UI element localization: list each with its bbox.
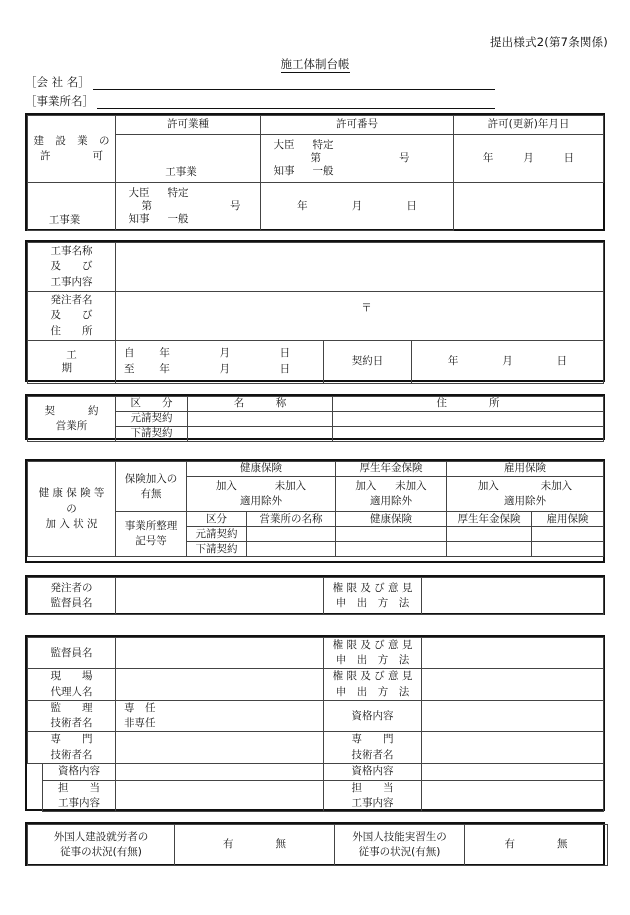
office-col-name: 名 称 [188,397,333,412]
license-kogyo-label-1: 工事業 [165,165,197,178]
table-row [28,825,608,866]
office-row-sub-label: 下請契約 [116,427,188,442]
specialist-label-left-line2: 技術者名 [50,748,93,761]
project-name-input[interactable] [116,243,604,292]
orderer-supervisor-label [28,578,116,615]
foreign-worker-grid [27,824,608,866]
project-name-label [28,243,116,292]
form-code: 提出様式2(第7条関係) [489,35,608,49]
period-to-date[interactable] [135,362,324,378]
site-agent-authority-input[interactable] [422,669,604,700]
project-name-label-line1: 工事名称 [50,245,93,258]
table-row [28,638,604,669]
contract-office-label-line2: 営業所 [55,420,88,432]
specialist-qualification-input-right[interactable] [422,763,604,780]
orderer-label-line3: 住 所 [50,324,93,337]
orderer-label [28,292,116,341]
insurance-row-sub-label: 下請契約 [187,542,247,557]
insurance-health-header: 健康保険 [187,462,336,477]
contract-office-table [25,394,605,440]
license-col-number: 許可番号 [261,116,454,135]
period-label-text: 工 期 [61,348,127,374]
foreign-worker-yes-option[interactable]: 有 [223,838,234,851]
site-agent-label-line1: 現 場 [50,670,93,683]
insurance-col-pension: 厚生年金保険 [447,512,532,527]
company-name-label: ［会 社 名］ [25,75,90,89]
table-row [28,732,604,763]
license-day-label-1: 日 [563,151,575,164]
page-title-text: 施工体制台帳 [280,57,350,71]
contract-day-label: 日 [556,355,568,368]
kanri-engineer-name-input[interactable] [116,700,324,731]
specialist-charge-input-right[interactable] [422,780,604,811]
license-grid [27,115,604,231]
orderer-supervisor-authority-label [324,578,422,615]
license-type-input-2[interactable] [28,183,116,231]
specialist-label-right-line1: 専 門 [351,733,394,746]
kanri-hisenin-option[interactable]: 非専任 [124,717,156,730]
postal-mark-icon: 〒 [361,302,372,314]
supervisor-authority-label-line2: 申 出 方 法 [335,654,410,667]
contract-office-label-line1: 契 約 [44,404,103,417]
license-year-label-1: 年 [482,151,494,164]
office-prime-address-input[interactable] [333,412,604,427]
table-row [28,578,604,615]
license-minister-row-2[interactable] [122,187,260,200]
orderer-supervisor-name-input[interactable] [116,578,324,615]
insurance-label [28,462,116,557]
foreign-trainee-label-line1: 外国人技能実習生の [352,830,447,843]
table-row [28,700,604,731]
specialist-charge-label-left-line1: 担 当 [58,781,100,794]
site-agent-name-input[interactable] [116,669,324,700]
license-minister-label-1: 大臣 [273,138,295,151]
license-governor-row-1[interactable] [267,165,453,178]
foreign-trainee-label-line2: 従事の状況(有無) [358,846,441,858]
project-grid [27,242,604,384]
insurance-code-label-line2: 記号等 [135,535,167,548]
office-prime-name-input[interactable] [188,412,333,427]
license-date-input-1[interactable] [454,135,604,183]
specialist-charge-input-left[interactable] [116,780,324,811]
company-name-rule[interactable] [93,77,495,90]
contract-office-grid [27,396,604,442]
table-row [28,183,604,231]
kanri-engineer-label [28,700,116,731]
license-day-label-2: 日 [406,199,417,212]
insurance-grid [27,461,604,557]
specialist-indent-left [28,763,43,780]
office-sub-address-input[interactable] [333,427,604,442]
insurance-status-label [116,462,187,512]
license-col-type: 許可業種 [116,116,261,135]
period-from-month: 月 [219,347,230,360]
insurance-pension-header: 厚生年金保険 [336,462,447,477]
orderer-authority-label-line1: 権 限 及 び 意 見 [332,581,413,594]
pension-joined-option[interactable]: 加入 [355,480,377,492]
supervisor-label: 監督員名 [28,638,116,669]
employment-not-joined-option[interactable]: 未加入 [540,480,573,492]
table-row [28,397,604,412]
specialist-qualification-label-left: 資格内容 [43,763,116,780]
insurance-prime-employment-input[interactable] [532,527,604,542]
insurance-col-health: 健康保険 [336,512,447,527]
license-month-label-2: 月 [351,199,363,212]
insurance-employment-options[interactable] [447,477,604,512]
period-label [28,341,127,384]
foreign-worker-label-line2: 従事の状況(有無) [60,846,142,858]
insurance-table [25,459,605,563]
period-from-year: 年 [159,347,170,360]
staff-grid [27,637,604,812]
license-month-label-1: 月 [523,151,534,164]
pension-not-joined-option[interactable]: 未加入 [395,480,427,492]
license-kogyo-label-2: 工事業 [48,213,81,226]
insurance-label-line3: 加 入 状 況 [45,517,98,530]
specialist-label-right [324,732,422,763]
foreign-trainee-yes-option[interactable]: 有 [504,838,515,851]
contract-date-label: 契約日 [324,341,412,384]
orderer-authority-label-line2: 申 出 方 法 [335,597,410,609]
insurance-sub-office-input[interactable] [247,542,336,557]
license-governor-label-1: 知事 [273,165,295,178]
insurance-sub-employment-input[interactable] [532,542,604,557]
office-name-label: ［事業所名］ [25,94,94,108]
license-row-label-line2: 許 可 [40,150,103,162]
specialist-label-left-line1: 専 門 [50,733,93,746]
supervisor-authority-label [324,638,422,669]
health-joined-option[interactable]: 加入 [215,480,237,492]
license-governor-label-2: 知事 [128,213,150,226]
foreign-trainee-label [335,825,465,866]
period-to-month: 月 [219,363,230,375]
company-name-field[interactable] [25,74,495,90]
license-general-label-2: 一般 [167,213,189,226]
license-dai-label-1: 第 [310,151,321,164]
orderer-supervisor-label-line2: 監督員名 [50,597,93,609]
table-row [28,292,604,341]
kanri-senin-option[interactable]: 専 任 [124,701,156,714]
insurance-employment-header: 雇用保険 [447,462,604,477]
pension-exempt-option[interactable]: 適用除外 [370,495,412,508]
site-agent-label-line2: 代理人名 [50,685,93,698]
specialist-qualification-label-right: 資格内容 [324,763,422,780]
license-specific-label-2: 特定 [167,186,189,199]
license-table [25,113,605,231]
license-year-label-2: 年 [297,199,308,212]
insurance-col-kubun: 区分 [187,512,247,527]
insurance-prime-health-input[interactable] [336,527,447,542]
site-agent-authority-label-line2: 申 出 方 法 [335,685,410,698]
site-agent-authority-label [324,669,422,700]
insurance-label-line2: の [66,502,77,515]
contract-date-input[interactable] [412,341,604,384]
employment-joined-option[interactable]: 加入 [477,480,499,492]
orderer-supervisor-grid [27,577,604,615]
office-col-kubun: 区 分 [116,397,188,412]
license-number-input-2[interactable] [116,183,261,231]
orderer-supervisor-table [25,575,605,615]
contract-year-label: 年 [447,355,459,368]
license-governor-row-2[interactable] [122,213,260,226]
table-row [28,116,604,135]
insurance-sub-pension-input[interactable] [447,542,532,557]
license-number-row-1[interactable] [267,152,453,165]
license-minister-row-1[interactable] [267,139,453,152]
foreign-trainee-options[interactable] [465,825,608,866]
page-title [0,56,630,72]
specialist-qualification-input-left[interactable] [116,763,324,780]
contract-month-label: 月 [502,355,513,368]
license-number-input-1[interactable] [261,135,454,183]
foreign-trainee-no-option[interactable]: 無 [557,838,568,851]
specialist-label-right-line2: 技術者名 [351,748,394,761]
license-gou-label-2: 号 [230,199,241,212]
kanri-engineer-label-line2: 技術者名 [50,717,93,730]
insurance-prime-office-input[interactable] [247,527,336,542]
specialist-label-left [28,732,116,763]
table-row [28,780,604,811]
project-name-label-line2: 及 び [50,260,93,273]
specialist-name-input-left[interactable] [116,732,324,763]
insurance-row-prime-label: 元請契約 [187,527,247,542]
health-not-joined-option[interactable]: 未加入 [274,480,307,492]
office-col-address: 住 所 [333,397,604,412]
insurance-col-office-name: 営業所の名称 [247,512,336,527]
kanri-qualification-input[interactable] [422,700,604,731]
specialist-charge-label-right-line1: 担 当 [351,781,394,794]
specialist-indent-left-2 [28,780,43,811]
foreign-worker-options[interactable] [175,825,335,866]
period-to-year: 年 [159,363,170,375]
license-row-label-line1: 建 設 業 の [33,134,114,147]
orderer-supervisor-authority-input[interactable] [422,578,604,615]
period-input[interactable] [116,341,324,384]
table-row [28,341,604,384]
license-row-label [28,116,116,183]
orderer-address-input[interactable] [116,292,604,341]
insurance-code-label [116,512,187,557]
project-table [25,240,605,382]
period-from-date[interactable] [135,346,324,362]
kanri-qualification-label: 資格内容 [324,700,422,731]
foreign-worker-no-option[interactable]: 無 [275,838,286,851]
foreign-worker-label-line1: 外国人建設就労者の [53,830,149,843]
foreign-worker-label [28,825,175,866]
license-dai-label-2: 第 [141,199,152,212]
license-general-label-1: 一般 [312,165,334,178]
table-row [28,763,604,780]
table-row [28,243,604,292]
specialist-charge-label-right-line2: 工事内容 [351,796,394,809]
staff-table [25,635,605,811]
kanri-engineer-label-line1: 監 理 [50,701,93,714]
insurance-sub-health-input[interactable] [336,542,447,557]
office-row-prime-label: 元請契約 [116,412,188,427]
insurance-label-line1: 健 康 保 険 等 [38,487,105,500]
employment-exempt-option[interactable]: 適用除外 [504,495,546,508]
supervisor-authority-label-line1: 権 限 及 び 意 見 [332,639,413,651]
license-minister-label-2: 大臣 [128,186,150,199]
specialist-charge-label-left-line2: 工事内容 [58,796,100,809]
supervisor-name-input[interactable] [116,638,324,669]
table-row [28,669,604,700]
license-gou-label-1: 号 [399,151,410,164]
license-number-row-2[interactable] [122,200,260,213]
license-type-input-1[interactable] [116,135,261,183]
insurance-prime-pension-input[interactable] [447,527,532,542]
office-name-field[interactable] [25,93,495,109]
insurance-code-label-line1: 事業所整理 [124,520,178,533]
foreign-worker-table [25,822,605,866]
orderer-label-line1: 発注者名 [50,294,93,307]
office-name-rule[interactable] [97,96,495,109]
specialist-charge-label-left [43,780,116,811]
insurance-status-label-line2: 有無 [140,487,162,500]
insurance-health-options[interactable] [187,477,336,512]
contract-office-label [28,397,116,442]
license-specific-label-1: 特定 [312,138,334,151]
license-col-date: 許可(更新)年月日 [454,116,604,135]
period-to-label: 至 [124,363,135,375]
license-date-input-2[interactable] [261,183,454,231]
insurance-pension-options[interactable] [336,477,447,512]
specialist-name-input-right[interactable] [422,732,604,763]
orderer-label-line2: 及 び [50,309,93,322]
period-to-day: 日 [279,363,291,375]
project-name-label-line3: 工事内容 [50,275,93,288]
specialist-charge-label-right [324,780,422,811]
table-row [28,462,604,477]
insurance-col-employment: 雇用保険 [532,512,604,527]
health-exempt-option[interactable]: 適用除外 [240,495,282,508]
site-agent-label [28,669,116,700]
period-from-day: 日 [279,347,291,360]
period-from-label: 自 [124,347,135,360]
supervisor-authority-input[interactable] [422,638,604,669]
site-agent-authority-label-line1: 権 限 及 び 意 見 [332,670,413,683]
insurance-status-label-line1: 保険加入の [124,472,178,485]
office-sub-name-input[interactable] [188,427,333,442]
orderer-supervisor-label-line1: 発注者の [50,581,93,594]
